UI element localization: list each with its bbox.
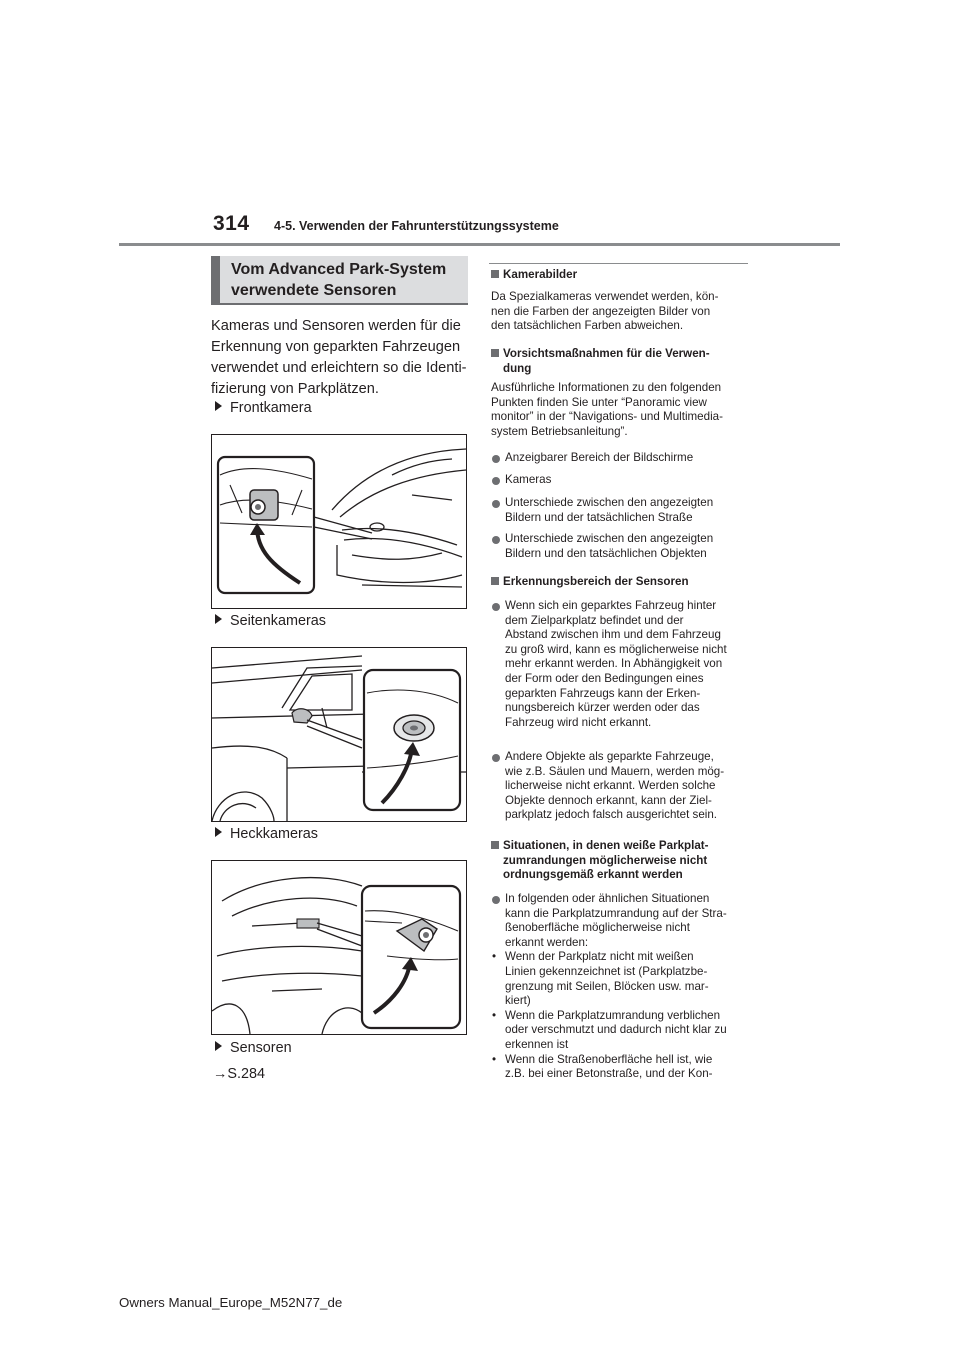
s3-item-1-line-7: geparkten Fahrzeugs kann der Erken- bbox=[505, 686, 701, 700]
round-bullet-icon bbox=[492, 603, 500, 611]
s2-item-3-line-2: Bildern und der tatsächlichen Straße bbox=[505, 510, 693, 524]
round-bullet-icon bbox=[492, 896, 500, 904]
s2-text-line-2: Punkten finden Sie unter “Panoramic view bbox=[491, 395, 707, 409]
bullet-rear-cameras bbox=[215, 826, 318, 842]
round-bullet-icon bbox=[492, 754, 500, 762]
s4-dash-1-line-4: kiert) bbox=[505, 994, 531, 1008]
s4-item-line-4: erkannt werden: bbox=[505, 935, 589, 949]
figure-rear-cameras bbox=[211, 860, 467, 1035]
s3-item-2-line-3: licherweise nicht erkannt. Werden solche bbox=[505, 779, 716, 793]
s3-item-1-line-1: Wenn sich ein geparktes Fahrzeug hinter bbox=[505, 599, 717, 612]
dash-bullet: • bbox=[492, 1052, 497, 1066]
subsection-title: Kamerabilder bbox=[503, 268, 578, 281]
subsection-title-line-3: ordnungsgemäß erkannt werden bbox=[503, 868, 683, 882]
s4-item-line-3: ßenoberfläche möglicherweise nicht bbox=[505, 921, 690, 935]
triangle-bullet-icon bbox=[215, 401, 222, 411]
s2-item-4-line-2: Bildern und den tatsächlichen Objekten bbox=[505, 546, 707, 560]
s4-item-line-1: In folgenden oder ähnlichen Situationen bbox=[505, 892, 710, 905]
bullet-front-camera bbox=[215, 400, 312, 416]
triangle-bullet-icon bbox=[215, 827, 222, 837]
s2-text-line-4: system Betriebsanleitung”. bbox=[491, 424, 628, 438]
round-bullet-icon bbox=[492, 500, 500, 508]
page-reference: →S.284 bbox=[213, 1066, 265, 1082]
heading-line-2: verwendete Sensoren bbox=[231, 282, 397, 299]
square-bullet-icon bbox=[491, 270, 499, 278]
square-bullet-icon bbox=[491, 577, 499, 585]
s3-item-1-line-8: nungsbereich kürzer werden oder das bbox=[505, 701, 700, 715]
subsection-title: Erkennungsbereich der Sensoren bbox=[503, 575, 689, 588]
bullet-side-cameras bbox=[215, 613, 326, 629]
footer-text: Owners Manual_Europe_M52N77_de bbox=[119, 1295, 343, 1310]
s4-dash-3-line-2: z.B. bei einer Betonstraße, und der Kon- bbox=[505, 1067, 713, 1081]
s3-item-1-line-3: Abstand zwischen ihm und dem Fahrzeug bbox=[505, 628, 721, 642]
s2-item-1: Anzeigbarer Bereich der Bildschirme bbox=[505, 451, 694, 464]
s1-text-line-1: Da Spezialkameras verwendet werden, kön- bbox=[491, 290, 719, 303]
round-bullet-icon bbox=[492, 477, 500, 485]
page-number: 314 bbox=[213, 212, 250, 235]
s4-item-line-2: kann die Parkplatzumrandung auf der Stra- bbox=[505, 906, 727, 920]
bullet-label: Sensoren bbox=[230, 1040, 292, 1056]
figure-front-camera bbox=[211, 434, 467, 609]
triangle-bullet-icon bbox=[215, 1041, 222, 1051]
intro-paragraph: Kameras und Sensoren werden für die Erkennung von geparkten Fahrzeugen verwendet und erleichtern so die Identi-fizierung von Parkplätzen. bbox=[211, 318, 467, 397]
s3-item-1-line-4: zu groß wird, kann es möglicherweise nicht bbox=[505, 642, 727, 656]
bullet-label: Seitenkameras bbox=[230, 613, 326, 629]
s4-dash-3-line-1: Wenn die Straßenoberfläche hell ist, wie bbox=[505, 1052, 713, 1066]
bullet-label: Heckkameras bbox=[230, 826, 318, 842]
subsection-title-line-1: Situationen, in denen weiße Parkplat- bbox=[503, 839, 709, 852]
dash-bullet: • bbox=[492, 950, 497, 964]
s3-item-2-line-1: Andere Objekte als geparkte Fahrzeuge, bbox=[505, 750, 714, 763]
square-bullet-icon bbox=[491, 841, 499, 849]
s3-item-2-line-2: wie z.B. Säulen und Mauern, werden mög- bbox=[505, 764, 725, 778]
section-heading bbox=[211, 256, 468, 305]
s4-dash-1-line-1: Wenn der Parkplatz nicht mit weißen bbox=[505, 950, 694, 964]
s2-text-line-1: Ausführliche Informationen zu den folgenden bbox=[491, 381, 722, 394]
dash-bullet: • bbox=[492, 1008, 497, 1022]
s3-item-2-line-5: parkplatz jedoch falsch ausgerichtet sein. bbox=[505, 808, 718, 822]
s4-dash-1-line-3: grenzung mit Seilen, Blöcken usw. mar- bbox=[505, 979, 709, 993]
square-bullet-icon bbox=[491, 349, 499, 357]
heading-line-1: Vom Advanced Park-System bbox=[231, 261, 447, 278]
subsection-title-line-2: dung bbox=[503, 361, 532, 375]
front-camera-illustration bbox=[212, 435, 466, 608]
bullet-sensors bbox=[215, 1040, 292, 1056]
subsection-sensor-range bbox=[491, 575, 689, 590]
bullet-label: Frontkamera bbox=[230, 400, 312, 416]
s2-text-line-3: monitor” in der “Navigations- und Multimedia- bbox=[491, 410, 723, 424]
triangle-bullet-icon bbox=[215, 614, 222, 624]
s2-item-2: Kameras bbox=[505, 473, 552, 486]
s2-item-3-line-1: Unterschiede zwischen den angezeigten bbox=[505, 496, 714, 509]
s1-text-line-2: nen die Farben der angezeigten Bilder von bbox=[491, 304, 711, 318]
s4-dash-2-line-2: oder verschmutzt und dadurch nicht klar zu bbox=[505, 1023, 727, 1037]
figure-side-cameras bbox=[211, 647, 467, 822]
side-camera-illustration bbox=[212, 648, 466, 821]
s3-item-2-line-4: Objekte dennoch erkannt, kann der Ziel- bbox=[505, 793, 712, 807]
s4-dash-2-line-1: Wenn die Parkplatzumrandung verblichen bbox=[505, 1008, 721, 1022]
subsection-white-lines bbox=[491, 839, 709, 854]
subsection-camera-images bbox=[491, 268, 577, 283]
s4-dash-1-line-2: Linien gekennzeichnet ist (Parkplatzbe- bbox=[505, 965, 708, 978]
s3-item-1-line-9: Fahrzeug wird nicht erkannt. bbox=[505, 715, 652, 729]
section-title: 4-5. Verwenden der Fahrunterstützungssysteme bbox=[274, 219, 559, 233]
header-rule bbox=[119, 243, 840, 246]
rear-camera-illustration bbox=[212, 861, 466, 1034]
s2-item-4-line-1: Unterschiede zwischen den angezeigten bbox=[505, 532, 714, 545]
subsection-title-line-1: Vorsichtsmaßnahmen für die Verwen- bbox=[503, 347, 710, 360]
s3-item-1-line-5: mehr erkannt werden. In Abhängigkeit von bbox=[505, 657, 723, 671]
round-bullet-icon bbox=[492, 536, 500, 544]
column-rule bbox=[489, 263, 748, 264]
s1-text-line-3: den tatsächlichen Farben abweichen. bbox=[491, 319, 684, 333]
round-bullet-icon bbox=[492, 455, 500, 463]
subsection-precautions bbox=[491, 347, 710, 362]
subsection-title-line-2: zumrandungen möglicherweise nicht bbox=[503, 853, 708, 867]
s4-dash-2-line-3: erkennen ist bbox=[505, 1038, 569, 1051]
s3-item-1-line-2: dem Zielparkplatz befindet und der bbox=[505, 613, 684, 627]
s3-item-1-line-6: der Form oder den Bedingungen eines bbox=[505, 672, 704, 685]
